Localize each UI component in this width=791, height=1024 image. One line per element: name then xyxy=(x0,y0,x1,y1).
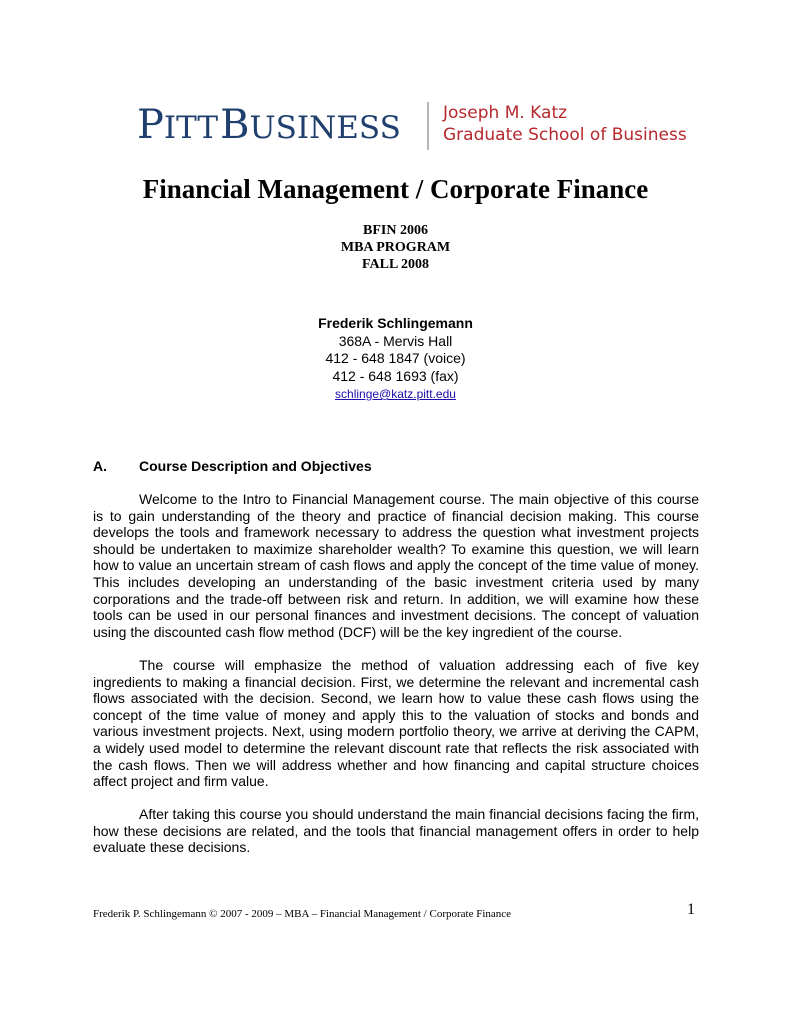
logo-school-name xyxy=(443,102,687,146)
course-code: BFIN 2006 xyxy=(363,223,428,238)
page-number: 1 xyxy=(687,901,695,918)
logo-school-line2: Graduate School of Business xyxy=(443,125,687,145)
logo-letter-b: B xyxy=(220,102,250,148)
logo-divider xyxy=(427,102,429,150)
logo-school-line1: Joseph M. Katz xyxy=(443,103,568,123)
instructor-office: 368A - Mervis Hall xyxy=(338,332,453,349)
instructor-contact xyxy=(0,315,791,404)
document-title: Financial Management / Corporate Finance xyxy=(142,174,649,204)
pitt-business-logo xyxy=(137,100,717,156)
paragraph: After taking this course you should understand the main financial decisions facing the firm, how these decisions are related, and the tools that financial management offers in order to help evaluate these decisions. xyxy=(93,806,699,856)
section-heading xyxy=(93,458,372,475)
logo-letters-itt: ITT xyxy=(163,110,219,146)
instructor-phone: 412 - 648 1847 (voice) xyxy=(325,350,466,366)
section-title: Course Description and Objectives xyxy=(139,458,372,474)
instructor-email-link[interactable]: schlinge@katz.pitt.edu xyxy=(335,387,456,401)
program-name: MBA PROGRAM xyxy=(340,240,451,255)
page-footer xyxy=(93,901,699,922)
course-info xyxy=(0,222,791,273)
footer-text: Frederik P. Schlingemann © 2007 - 2009 – MBA – Financial Management / Corporate Finance xyxy=(93,908,512,920)
paragraph: Welcome to the Intro to Financial Management course. The main objective of this course is to gain understanding of the theory and practice of financial decision making. This course develops the tools and framework necessary to address the question what investment projects should be undertaken to maximize shareholder wealth? To examine this question, we will learn how to value an uncertain stream of cash flows and apply the concept of the time value of money. This includes developing an understanding of the basic investment criteria used by many corporations and the trade-off between risk and return. In addition, we will examine how these tools can be used in our personal finances and investment decisions. The concept of valuation using the discounted cash flow method (DCF) will be the key ingredient of the course. xyxy=(93,491,699,640)
logo-wordmark xyxy=(137,102,401,151)
section-number: A. xyxy=(93,458,107,474)
term: FALL 2008 xyxy=(361,257,430,272)
instructor-name: Frederik Schlingemann xyxy=(318,315,473,331)
paragraph: The course will emphasize the method of valuation addressing each of five key ingredients to making a financial decision. First, we determine the relevant and incremental cash flows associated with the decision. Second, we learn how to value these cash flows using the concept of the time value of money and apply this to the valuation of stocks and bonds and various investment projects. Next, using modern portfolio theory, we arrive at deriving the CAPM, a widely used model to determine the relevant discount rate that reflects the risk associated with the cash flows. Then we will address whether and how financing and capital structure choices affect project and firm value. xyxy=(93,657,699,790)
instructor-fax: 412 - 648 1693 (fax) xyxy=(332,367,459,384)
logo-letters-usiness: USINESS xyxy=(249,110,401,146)
logo-letter-p: P xyxy=(137,102,164,148)
